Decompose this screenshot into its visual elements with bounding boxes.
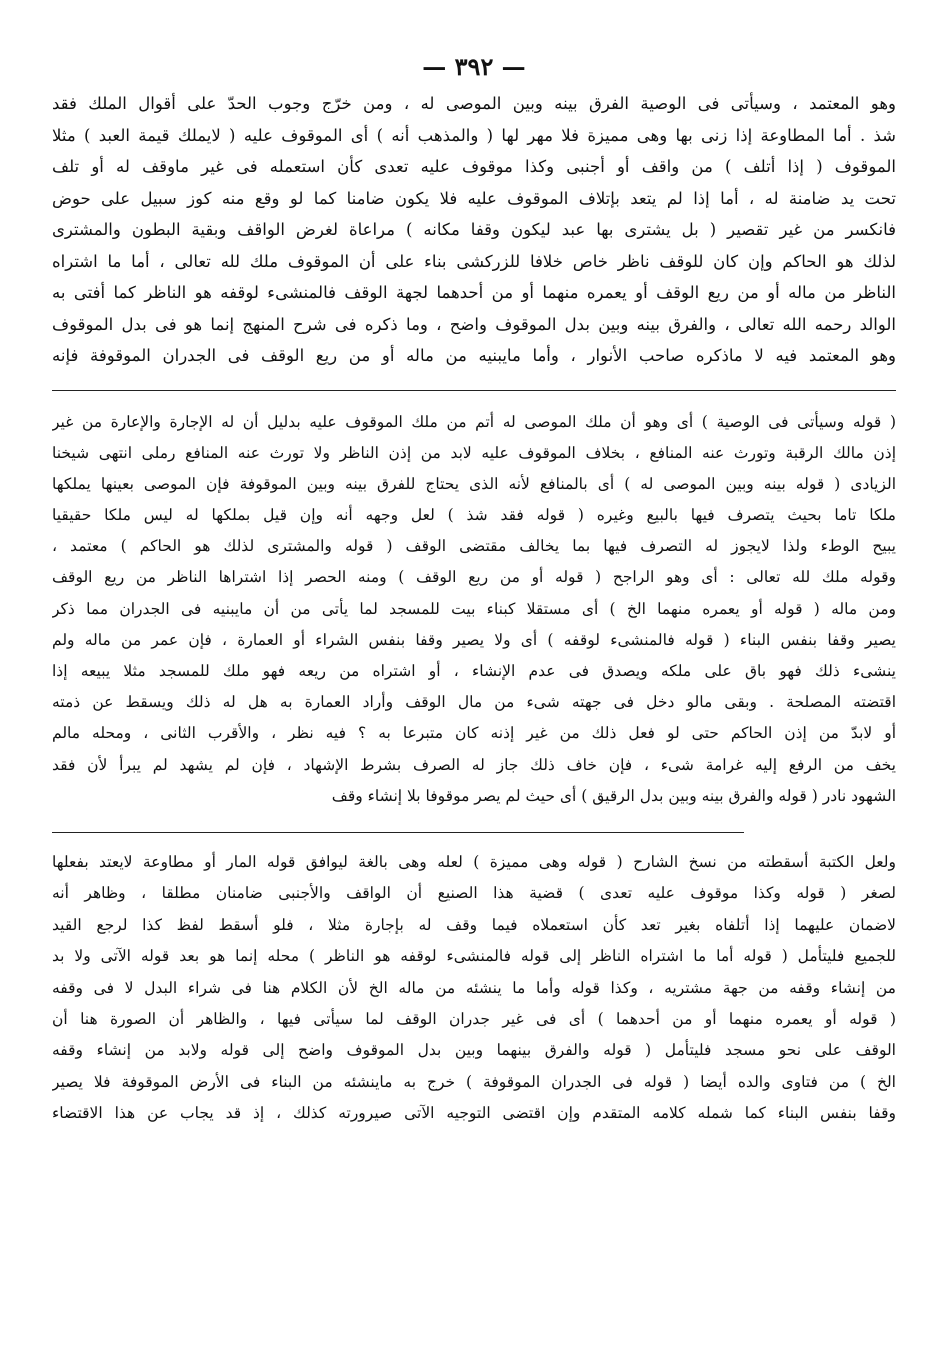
main-text-line: وهو المعتمد ، وسيأتى فى الوصية الفرق بينه وبين الموصى له ، ومن خرّج وجوب الحدّ على أقوال الملك فقد (52, 94, 896, 113)
footnote-line: الخ ) من فتاوى والده أيضا ( قوله فى الجدران الموقوفة ) خرج به ماينشئه من البناء فى الأرض الموقوفة فلا يصير (52, 1072, 896, 1091)
main-text-line: الوالد رحمه الله تعالى ، والفرق بينه وبين بدل الموقوف واضح ، وما ذكره فى شرح المنهج إنما هو فى بدل الموقوف (52, 314, 896, 334)
commentary-line: ( قوله وسيأتى فى الوصية ) أى وهو أن ملك الموصى له أتم من ملك الموقوف عليه بدليل أن له الإجارة والإعارة من غير (52, 412, 896, 431)
commentary-line: يبيح الوطء ولذا لايجوز له التصرف فيها بما يخالف مقتضى الوقف ( قوله والمشترى لذلك هو الحاكم ) معتمد ، (52, 537, 896, 556)
main-text-line: وهو المعتمد فيه لا ماذكره صاحب الأنوار ، وأما مايبنيه من ماله أو من ريع الوقف فى الجدران الموقوفة فإنه (52, 346, 896, 365)
footnote-line: لصغر ( قوله وكذا موقوف عليه تعدى ) قضية هذا الصنيع أن الواقف والأجنبى ضامنان مطلقا ، وظاهر أنه (52, 884, 896, 903)
main-text-line: الموقوف ( إذا أتلف ) من واقف أو أجنبى وكذا موقوف عليه تعدى كأن استعمله فى غير ماوقف له أو تلف (52, 157, 896, 176)
footnote-line: الوقف على نحو مسجد فليتأمل ( قوله والفرق بينهما وبين بدل الموقوف واضح إلى قوله ولابد من إنشاء وقفه (52, 1041, 896, 1060)
commentary-line: اقتضته المصلحة . وبقى مالو دخل فى جهته شىء من مال الوقف وأراد العمارة به هل له ذلك ويسقط عن ذمته (52, 693, 896, 712)
commentary-line: يخف من الرفع إليه غرامة شىء ، فإن خاف ذلك جاز له الصرف بشرط الإشهاد ، فإن لم يشهد لم يبرأ لأن فقد (52, 755, 896, 774)
commentary-line: إذن مالك الرقبة وتورث عنه المنافع ، بخلاف الموقوف عليه لابد من إذن الناظر ولا تورث عنه المنافع رملى انتهى شيخنا (52, 443, 896, 462)
page-number: — ٣٩٢ — (422, 52, 526, 81)
main-text-line: لذلك هو الحاكم وإن كان للوقف ناظر خاص خلافا للزركشى بناء على أن الموقوف ملك لله تعالى ، أما ما اشتراه (52, 251, 896, 271)
footnote-line: لاضمان عليهما إذا أتلفاه بغير تعد كأن استعملاه فيما وقف له بإجارة مثلا ، فلو أسقط لفظ كذا لرجع القيد (52, 915, 896, 934)
main-text-line: شذ . أما المطاوعة إذا زنى بها وهى مميزة فلا مهر لها ( والمذهب أنه ) أى الموقوف عليه ( لايملك قيمة العبد ) مثلا (52, 125, 896, 145)
main-text-line: فانكسر من غير تقصير ( بل يشترى بها عبد ليكون وقفا مكانه ) مراعاة لغرض الواقف وبقية البطون والمشترى (52, 220, 896, 239)
footnotes-text (52, 847, 896, 1130)
commentary-line: وقوله ملك لله تعالى : أى وهو الراجح ( قوله أو من ريع الوقف ) ومنه الحصر إذا اشتراها الناظر من ريع الوقف (52, 568, 896, 587)
commentary-line: ومن ماله ( قوله أو يعمره منهما الخ ) أى مستقلا كبناء بيت للمسجد لما يأتى من أن مايبنيه فى الجدران مما ذكر (52, 599, 896, 618)
footnote-line: ( قوله أو يعمره منهما أو من أحدهما ) أى فى غير جدران الوقف لما سيأتى فيها ، والظاهر أن الصورة هنا أن (52, 1009, 896, 1028)
commentary-line: يصير وقفا بنفس البناء ( قوله فالمنشىء لوقفه ) أى ولا يصير وقفا بنفس الشراء أو العمارة ، فإن عمر من ماله ولم (52, 630, 896, 649)
footnote-line: ولعل الكتبة أسقطته من نسخ الشارح ( قوله وهى مميزة ) لعله وهى بالغة ليوافق قوله المار أو مطاوعة لايعتد بفعلها (52, 852, 896, 871)
commentary-line: ينشىء ذلك فهو باق على ملكه ويصدق فى عدم الإنشاء ، أو اشتراه من ريعه فهو ملك للمسجد مثلا يبيعه إذا (52, 662, 896, 680)
commentary-line: ملكا تاما بحيث يتصرف فيها بالبيع وغيره ( قوله فقد شذ ) لعل وجهه أنه وإن قيل بملكها له ليس ملكا حقيقيا (52, 506, 896, 525)
footnote-line: وقفا بنفس البناء كما شمله كلامه المتقدم وإن اقتضى التوجيه الآتى صيرورته كذلك ، إذ قد يجاب عن هذا الاقتضاء (52, 1104, 896, 1123)
main-text-line: الناظر من ماله أو من ريع الوقف أو يعمره منهما أو من أحدهما لجهة الوقف فالمنشىء لوقفه هو الناظر كما أفتى به (52, 283, 896, 302)
footnote-line: للجميع فليتأمل ( قوله أما ما اشتراه الناظر إلى قوله فالمنشىء لوقفه هو الناظر ) محله إنما هو بعد قوله الآتى ولا بد (52, 947, 896, 966)
section-divider (52, 832, 744, 833)
commentary-text (52, 407, 896, 812)
main-text-line: تحت يد ضامنة له ، أما إذا لم يتعد بإتلاف الموقوف عليه فلا يكون ضامنا كما لو وقع منه كوز سبيل على حوض (52, 188, 896, 208)
footnote-line: من إنشاء وقفه من جهة مشتريه ، وكذا قوله وأما ما ينشئه من ماله الخ لأن الكلام هنا فى شراء البدل لا فى وقفه (52, 978, 896, 997)
commentary-line: الزيادى ( قوله بينه وبين الموصى له ) أى بالمنافع لأنه الذى يحتاج للفرق بينه وبين الموقوفة فإن الموصى بعينها يملكها (52, 474, 896, 493)
book-page (52, 50, 896, 1350)
commentary-line: أو لابدّ من إذن الحاكم حتى لو فعل ذلك من غير إذنه كان متبرعا به ؟ فيه نظر ، والأقرب الثانى ، ومحله مالم (52, 724, 896, 743)
commentary-line: الشهود نادر ( قوله والفرق بينه وبين بدل الرقيق ) أى حيث لم يصر موقوفا بلا إنشاء وقف (331, 786, 896, 805)
main-text (52, 88, 896, 372)
section-divider (52, 390, 896, 391)
